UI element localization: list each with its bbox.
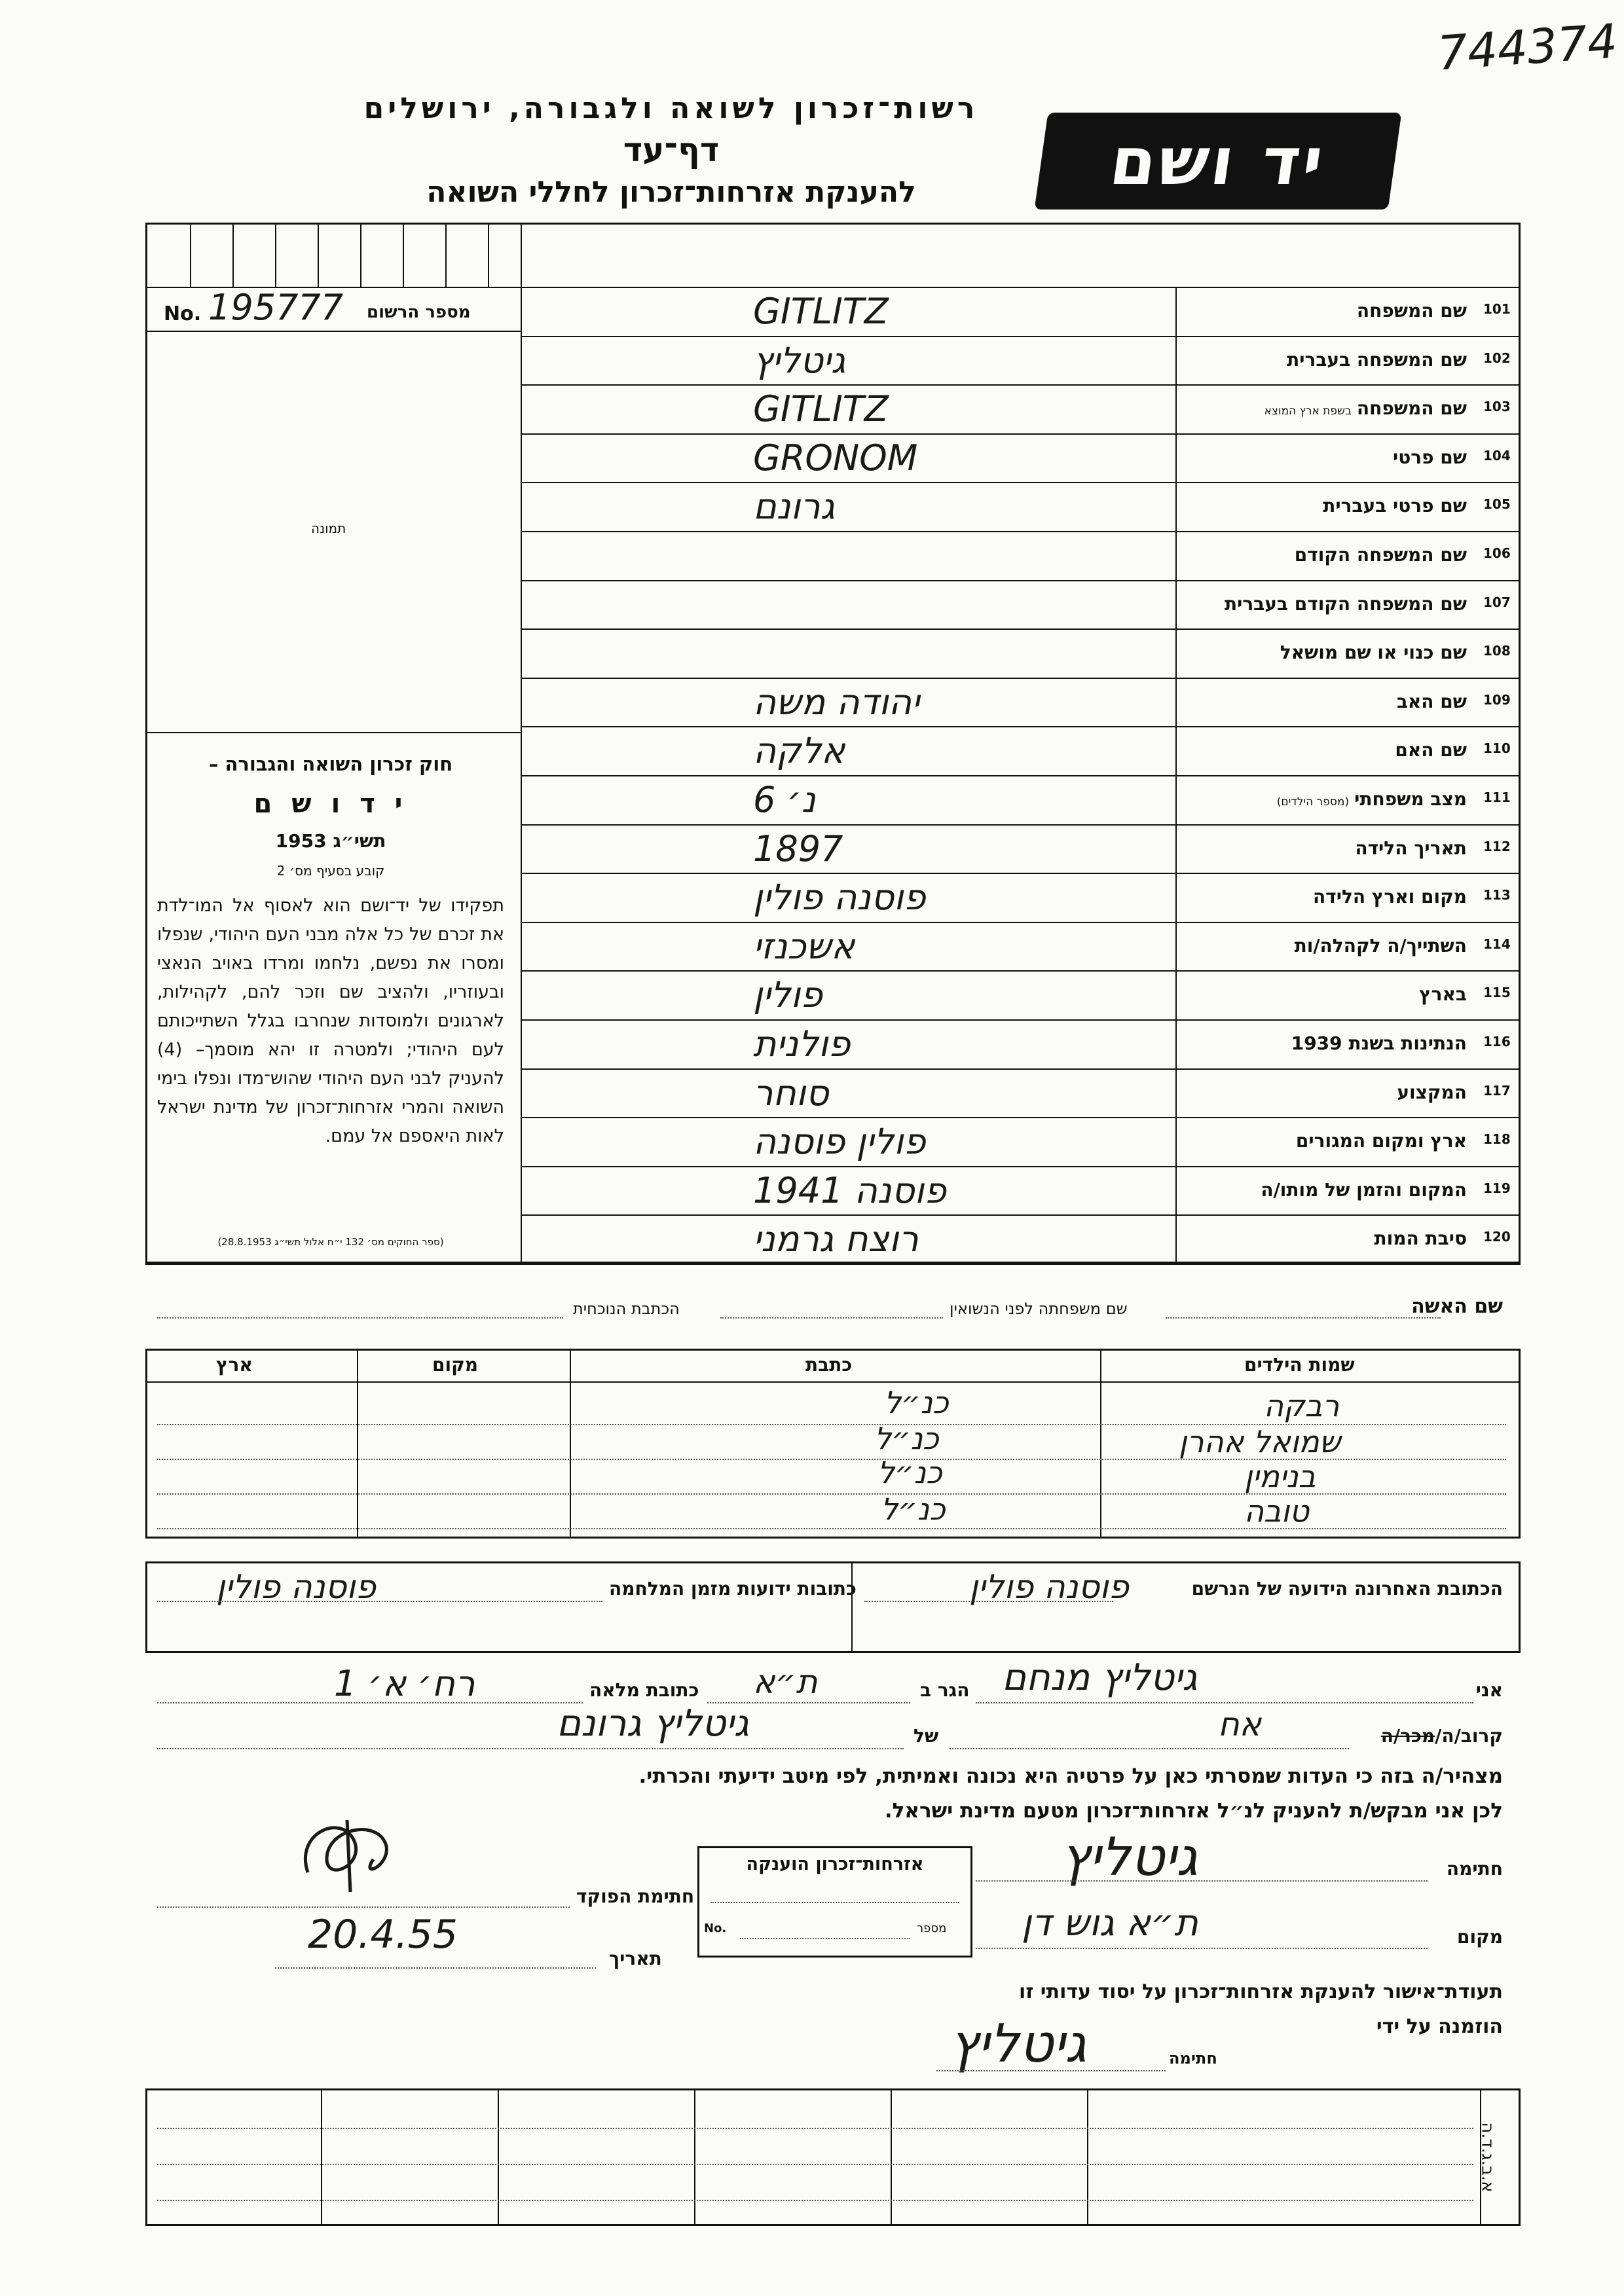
field-value-105: גרונם (753, 486, 835, 528)
wife-address-label: הכתבת הנוכחית (573, 1300, 680, 1318)
field-value-117: סוחר (753, 1072, 829, 1114)
field-label-101 (1357, 300, 1467, 321)
field-number-119: 119 (1483, 1180, 1511, 1196)
war-address-label: כתובות ידועות מזמן המלחמה (609, 1578, 857, 1599)
field-label-103 (1264, 397, 1467, 419)
field-label-text: שם פרטי בעברית (1323, 495, 1467, 517)
field-number-120: 120 (1483, 1229, 1511, 1245)
field-label-text: שם המשפחה הקודם בעברית (1224, 592, 1467, 615)
field-label-108 (1280, 642, 1467, 663)
field-label-107 (1225, 593, 1467, 615)
registration-prefix: No. (164, 302, 202, 325)
field-number-105: 105 (1483, 496, 1511, 513)
header-line1: רשות־זכרון לשואה ולגבורה, ירושלים (363, 92, 979, 125)
full-address-label: כתובת מלאה (589, 1679, 699, 1701)
child-name-1: רבקה (1264, 1388, 1340, 1423)
citizenship-granted-title: אזרחות־זכרון הוענקה (746, 1854, 924, 1874)
relative-value: אח (1218, 1705, 1262, 1743)
field-number-118: 118 (1483, 1131, 1511, 1148)
law-clause: קובע בסעיף מס׳ 2 (276, 863, 385, 879)
children-header-country: ארץ (216, 1354, 253, 1376)
field-label-106 (1295, 544, 1467, 566)
certificate-line2: הוזמנה על ידי (1376, 2015, 1503, 2038)
field-label-text: שם המשפחה הקודם (1294, 544, 1467, 566)
field-value-119: פוסנה 1941 (753, 1169, 946, 1211)
field-label-text: תאריך הלידה (1355, 837, 1467, 859)
footer-grid (145, 2088, 1521, 2226)
place-value: ת״א גוש דן (1022, 1902, 1198, 1944)
field-value-115: פולין (753, 974, 822, 1016)
certificate-sign-label: חתימה (1169, 2049, 1217, 2068)
field-label-text: מקום וארץ הלידה (1313, 886, 1467, 908)
war-address-value: פוסנה פולין (216, 1568, 376, 1606)
field-value-111: נ׳ 6 (753, 779, 816, 820)
field-number-115: 115 (1483, 985, 1511, 1001)
field-value-102: גיטליץ (753, 339, 846, 381)
field-number-113: 113 (1483, 887, 1511, 903)
archive-number: 744374 (1435, 13, 1619, 81)
photo-label: תמונה (311, 520, 346, 536)
field-number-117: 117 (1483, 1082, 1511, 1099)
field-label-118 (1296, 1130, 1467, 1152)
field-label-113 (1313, 886, 1467, 907)
date-label: תאריך (609, 1948, 662, 1969)
officer-signature-scribble (282, 1807, 413, 1899)
child-name-2: שמואל אהרן (1179, 1424, 1341, 1459)
field-number-104: 104 (1483, 447, 1511, 464)
field-label-sub: בשפת ארץ המוצא (1264, 405, 1352, 418)
registration-number: 195777 (208, 287, 344, 328)
field-label-text: שם האם (1395, 739, 1467, 761)
signature-label: חתימה (1446, 1858, 1503, 1880)
field-value-114: אשכנזי (753, 925, 855, 967)
field-label-109 (1397, 691, 1467, 712)
field-number-102: 102 (1483, 350, 1511, 366)
certificate-signature: גיטליץ (950, 2013, 1087, 2074)
field-number-108: 108 (1483, 643, 1511, 659)
field-label-112 (1355, 837, 1467, 859)
declaration-text1: מצהיר/ה בזה כי העדות שמסרתי כאן על פרטיה היא נכונה ואמיתית, לפי מיטב ידיעתי והכרתי. (638, 1764, 1503, 1788)
field-label-115 (1419, 983, 1467, 1005)
field-label-110 (1395, 739, 1467, 761)
field-label-text: מצב משפחתי (1354, 788, 1467, 810)
field-label-text: השתייך/ה לקהלה/ות (1294, 934, 1467, 957)
field-number-111: 111 (1483, 790, 1511, 805)
field-number-112: 112 (1483, 838, 1511, 854)
field-number-101: 101 (1483, 301, 1511, 317)
logo-text: יד ושם (1105, 122, 1331, 200)
field-label-text: בארץ (1419, 983, 1467, 1006)
wife-maiden-label: שם משפחתה לפני הנשואין (950, 1300, 1128, 1318)
field-label-text: שם המשפחה (1356, 300, 1467, 321)
field-label-text: המקצוע (1397, 1081, 1467, 1103)
field-value-112: 1897 (753, 828, 843, 869)
field-value-109: יהודה משה (753, 681, 920, 723)
field-number-103: 103 (1483, 399, 1511, 415)
resides-label: הגר ב (920, 1679, 970, 1701)
field-label-116 (1291, 1032, 1467, 1054)
law-title: חוק זכרון השואה והגבורה – (208, 753, 453, 775)
last-address-value: פוסנה פולין (969, 1568, 1129, 1606)
relative-strike: מכר/ה (1380, 1725, 1435, 1747)
field-label-104 (1393, 446, 1467, 468)
field-label-text: סיבת המות (1374, 1228, 1467, 1250)
citizenship-no-prefix: No. (704, 1922, 727, 1935)
field-label-text: שם כנוי או שם מושאל (1280, 642, 1467, 664)
field-label-text: ארץ ומקום המגורים (1295, 1130, 1467, 1152)
footer-code: א.ב.ג.ד.ה (1477, 2122, 1498, 2193)
field-number-114: 114 (1483, 936, 1511, 952)
field-value-104: GRONOM (753, 437, 918, 479)
field-label-105 (1323, 495, 1467, 517)
field-label-text: שם פרטי (1392, 446, 1467, 468)
field-value-113: פוסנה פולין (753, 877, 926, 919)
last-address-label: הכתובת האחרונה הידועה של הנרשם (1191, 1578, 1503, 1599)
field-label-sub: (מספר הילדים) (1276, 795, 1350, 809)
children-header-place: מקום (432, 1354, 478, 1376)
field-label-119 (1261, 1179, 1467, 1201)
field-number-107: 107 (1483, 594, 1511, 610)
citizenship-no-label: מספר (917, 1922, 947, 1935)
declaration-text2: לכן אני מבקש/ת להעניק לנ״ל אזרחות־זכרון מטעם מדינת ישראל. (884, 1799, 1503, 1823)
registration-label: מספר הרשום (367, 302, 471, 322)
field-label-text: שם האב (1396, 690, 1467, 712)
field-value-101: GITLITZ (753, 291, 889, 332)
law-name: י ד ו ש ם (253, 789, 408, 819)
wife-label: שם האשה (1411, 1295, 1503, 1318)
children-header-names: שמות הילדים (1244, 1354, 1355, 1376)
field-number-109: 109 (1483, 691, 1511, 708)
header-line2: דף־עד (623, 131, 720, 169)
field-value-110: אלקה (753, 730, 845, 772)
officer-signature-label: חתימת הפוקד (576, 1886, 695, 1907)
of-value: גיטליץ גרונם (557, 1702, 749, 1745)
child-address-4: כנ״ל (881, 1491, 946, 1527)
relative-label: קרוב/ה/מכר/ה (1380, 1725, 1503, 1747)
field-number-106: 106 (1483, 545, 1511, 561)
field-value-120: רוצח גרמני (753, 1218, 919, 1260)
child-address-1: כנ״ל (884, 1385, 949, 1420)
of-label: של (913, 1725, 939, 1747)
law-footnote: (ספר החוקים מס׳ 132 י״ח אלול תשי״ג 28.8.1953) (217, 1236, 444, 1248)
field-label-117 (1397, 1082, 1467, 1103)
full-address-value: רח׳ א׳ 1 (334, 1663, 475, 1704)
field-label-111 (1277, 788, 1467, 810)
field-number-116: 116 (1483, 1034, 1511, 1049)
field-value-116: פולנית (753, 1023, 851, 1065)
place-label: מקום (1457, 1926, 1503, 1948)
field-label-text: שם המשפחה (1356, 397, 1467, 420)
child-address-3: כנ״ל (877, 1455, 942, 1490)
field-label-text: הנתינות בשנת 1939 (1291, 1032, 1467, 1054)
field-value-103: GITLITZ (753, 388, 889, 430)
field-label-120 (1375, 1228, 1467, 1249)
child-name-3: בנימין (1244, 1459, 1316, 1494)
field-value-118: פולין פוסנה (753, 1121, 926, 1163)
declarant-signature: גיטליץ (1061, 1827, 1198, 1887)
officer-signature-mark (282, 1807, 413, 1899)
law-body: תפקידו של יד־ושם הוא לאסוף אל המו־לדת את זכרם של כל אלה מבני העם היהודי, שנפלו ומסרו את נפשם, נלחמו ומרדו באויב הנאצי ובעוזריו, ולהציב שם וזכר להם, לקהילות, לארגונים ולמוסדות שנחרבו בגלל השתייכותם לעם היהודי; ולמטרה זו יהא מוסמך– (4) להעניק לבני העם היהודי שהוש־מדו ונפלו בימי השואה והמרי אזרחות־זכרון של מדינת ישראל לאות היאספם אל עמם. (157, 896, 504, 1146)
field-label-114 (1295, 935, 1467, 957)
field-label-102 (1287, 349, 1467, 371)
child-address-2: כנ״ל (874, 1421, 939, 1456)
child-name-4: טובה (1244, 1493, 1310, 1529)
yad-vashem-logo (1035, 113, 1402, 210)
declarant-name: גיטליץ מנחם (1002, 1656, 1198, 1699)
date-value: 20.4.55 (308, 1912, 458, 1958)
field-label-text: שם המשפחה בעברית (1287, 348, 1467, 371)
resides-value: ת״א (753, 1663, 818, 1701)
children-header-address: כתבת (805, 1354, 853, 1376)
declarant-label: אני (1475, 1679, 1503, 1701)
certificate-line1: תעודת־אישור להענקת אזרחות־זכרון על יסוד עדותי זו (1019, 1980, 1503, 2003)
header-line3: להענקת אזרחות־זכרון לחללי השואה (426, 175, 916, 209)
law-year: תשי״ג 1953 (275, 830, 386, 852)
field-label-text: המקום והזמן של מותו/ה (1261, 1178, 1467, 1201)
field-number-110: 110 (1483, 740, 1511, 757)
